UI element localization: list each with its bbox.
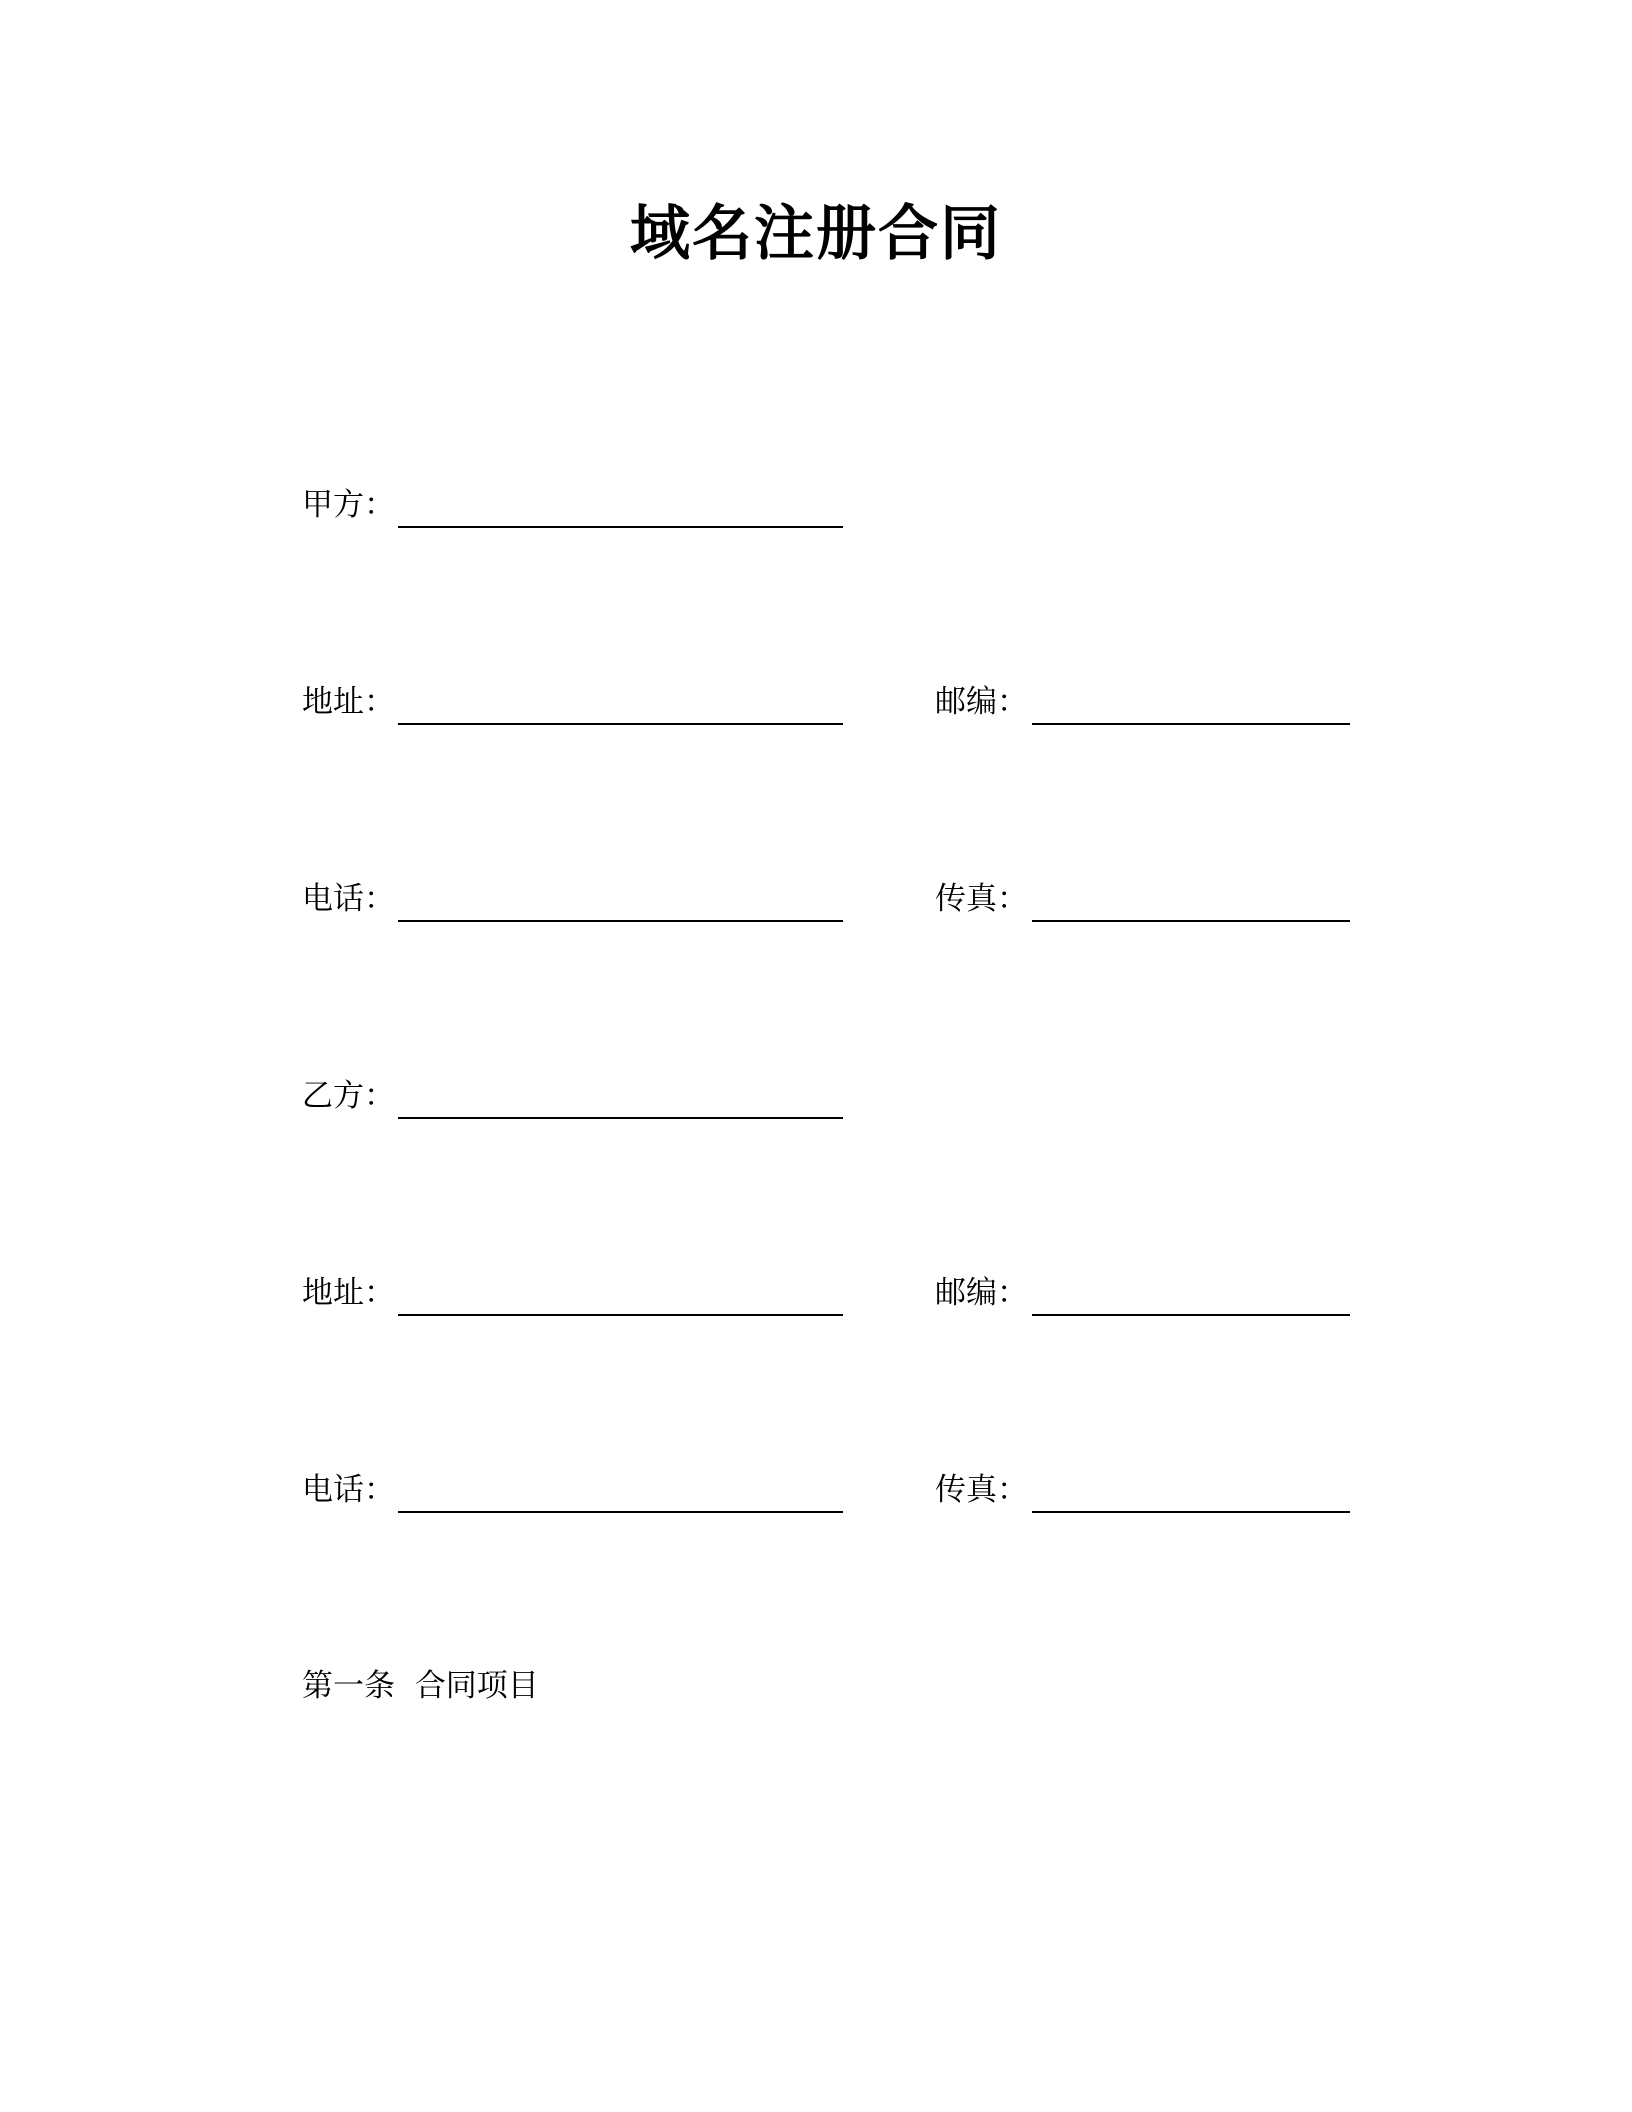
party-b-fax-blank[interactable] [1032,1511,1350,1513]
party-b-postcode-blank[interactable] [1032,1314,1350,1316]
party-b-postcode-label: 邮编： [935,1275,1028,1311]
party-a-address-blank[interactable] [398,723,843,725]
party-a-postcode-label: 邮编： [935,684,1028,720]
party-b-phone-blank[interactable] [398,1511,843,1513]
party-b-fax-label: 传真： [935,1472,1028,1508]
party-a-address-label: 地址： [302,684,395,720]
party-a-name-blank[interactable] [398,526,843,528]
party-a-phone-blank[interactable] [398,920,843,922]
document-title: 域名注册合同 [630,199,1002,269]
party-b-address-label: 地址： [302,1275,395,1311]
party-a-postcode-blank[interactable] [1032,723,1350,725]
party-b-label: 乙方： [302,1078,395,1114]
section-1-heading: 第一条 合同项目 [302,1668,539,1704]
party-b-name-blank[interactable] [398,1117,843,1119]
party-a-fax-blank[interactable] [1032,920,1350,922]
party-b-phone-label: 电话： [302,1472,395,1508]
party-a-label: 甲方： [302,487,395,523]
party-a-phone-label: 电话： [302,881,395,917]
party-a-fax-label: 传真： [935,881,1028,917]
party-b-address-blank[interactable] [398,1314,843,1316]
